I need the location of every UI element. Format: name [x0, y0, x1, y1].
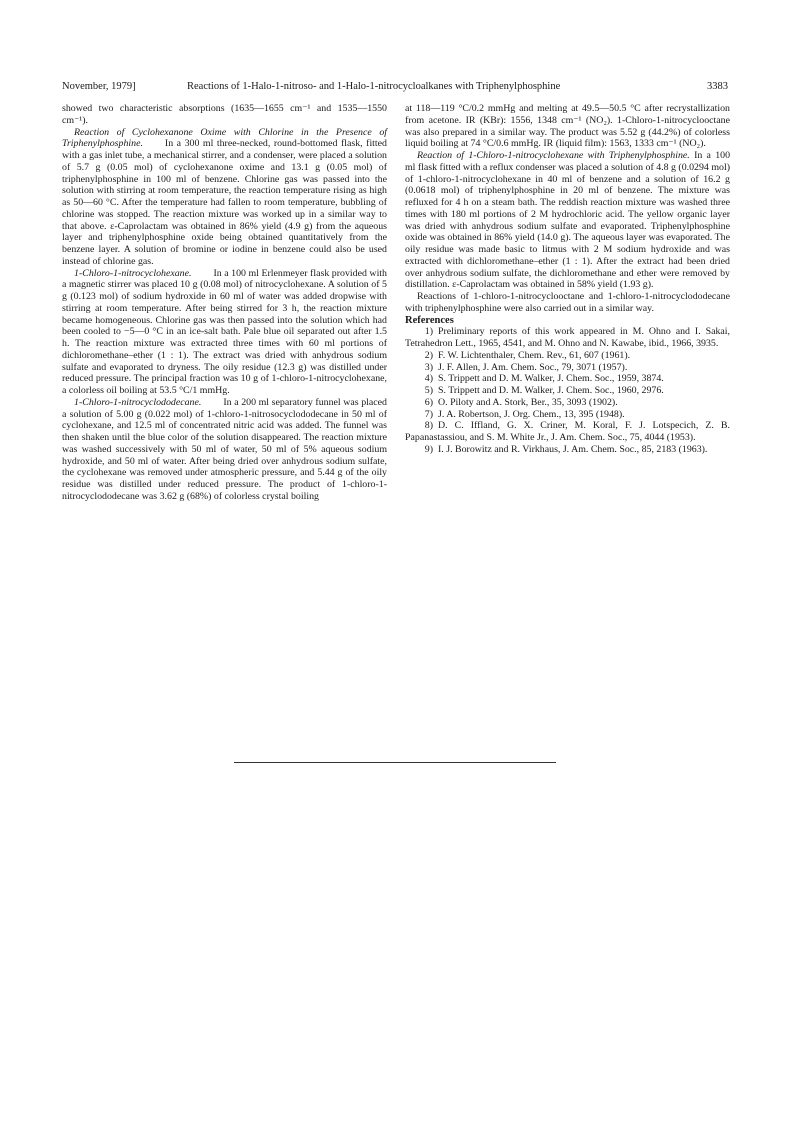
paragraph [62, 127, 387, 268]
header-date: November, 1979] [62, 81, 136, 92]
paragraph: Reactions of 1-chloro-1-nitrocyclooctane and 1-chloro-1-nitrocyclododecane with triphenylphosphine were also carried out in a similar way. [405, 291, 730, 314]
reference-item: 5) S. Trippett and D. M. Walker, J. Chem. Soc., 1960, 2976. [424, 385, 664, 396]
reference-item: 4) S. Trippett and D. M. Walker, J. Chem. Soc., 1959, 3874. [424, 373, 664, 385]
paragraph-text: In a 100 ml Erlenmeyer flask provided with a magnetic stirrer was placed 10 g (0.08 mol) of nitrocyclohexane. A solution of 5 g (0.123 mol) of sodium hydroxide in 60 ml of water was added dropwise with stirring at room temperature. After being stirred for 3 h, the reaction mixture became homogeneous. Chlorine gas was then passed into the solution which had been cooled to −5—0 °C in an ice-salt bath. Pale blue oil separated out after 1.5 h. The reaction mixture was extracted three times with 60 ml portions of dichloromethane–ether (1 : 1). The extract was dried with anhydrous sodium sulfate and evaporated to dryness. The oily residue (12.3 g) was distilled under reduced pressure. The principal fraction was 10 g of 1-chloro-1-nitrocyclohexane, a colorless oil boiling at 53.5 °C/1 mmHg. [62, 267, 387, 396]
end-rule [234, 762, 556, 763]
section-heading: 1-Chloro-1-nitrocyclohexane. [74, 267, 192, 279]
reference-item: 8) D. C. Iffland, G. X. Criner, M. Koral, F. J. Lotspecich, Z. B. Papanastassiou, and S. M. White Jr., J. Am. Chem. Soc., 75, 4044 (1953). [405, 420, 730, 443]
paragraph-text: In a 300 ml three-necked, round-bottomed flask, fitted with a gas inlet tube, a mechanical stirrer, and a condenser, were placed a solution of 5.7 g (0.05 mol) of cyclohexanone oxime and 13.1 g (0.05 mol) of triphenylphosphine in 100 ml of benzene. Chlorine gas was passed into the solution with stirring at room temperature, the reaction temperature rising as high as 50—60 °C. After the temperature had fallen to room temperature, bubbling of chlorine was stopped. The reaction mixture was worked up in a similar way to that above. ε-Caprolactam was obtained in 86% yield (4.9 g) from the aqueous layer and triphenylphosphine oxide being obtained quantitatively from the benzene layer. A solution of bromine or iodine in benzene could also be used instead of chlorine gas. [62, 138, 387, 267]
running-header [62, 80, 730, 94]
paragraph-text: In a 100 ml flask fitted with a reflux condenser was placed a solution of 4.8 g (0.0294 mol) of 1-chloro-1-nitrocyclohexane in 40 ml of benzene and a solution of 16.2 g (0.0618 mol) of triphenylphosphine in 20 ml of benzene. The mixture was refluxed for 4 h on a steam bath. The reddish reaction mixture was washed three times with 180 ml portions of 2 M hydrochloric acid. The yellow organic layer was dried with anhydrous sodium sulfate and evaporated. Triphenylphosphine oxide was obtained in 86% yield (14.0 g). The aqueous layer was evaporated. The oily residue was made basic to litmus with 2 M sodium hydroxide and was extracted with dichloromethane–ether (1 : 1). After the extract had been dried over anhydrous sodium sulfate, the dichloromethane and ether were removed by distillation. ε-Caprolactam was obtained in 58% yield (1.93 g). [405, 150, 731, 291]
reference-item: 9) I. J. Borowitz and R. Virkhaus, J. Am. Chem. Soc., 85, 2183 (1963). [424, 443, 708, 455]
paragraph: showed two characteristic absorptions (1635—1655 cm⁻¹ and 1535—1550 cm⁻¹). [62, 103, 387, 126]
reference-item: 2) F. W. Lichtenthaler, Chem. Rev., 61, 607 (1961). [424, 349, 631, 361]
section-heading: 1-Chloro-1-nitrocyclododecane. [74, 396, 202, 408]
reference-item: 6) O. Piloty and A. Stork, Ber., 35, 3093 (1902). [424, 396, 618, 408]
paragraph [62, 397, 387, 503]
paragraph: at 118—119 °C/0.2 mmHg and melting at 49.5—50.5 °C after recrystallization from acetone. IR (KBr): 1556, 1348 cm⁻¹ (NO₂). 1-Chloro-1-nitrocyclooctane was also prepared in a similar way. The product was 5.52 g (44.2%) of colorless liquid boiling at 74 °C/0.6 mmHg. IR (liquid film): 1563, 1333 cm⁻¹ (NO₂). [405, 103, 730, 150]
reference-item: 7) J. A. Robertson, J. Org. Chem., 13, 395 (1948). [424, 408, 625, 420]
section-heading: Reaction of Cyclohexanone Oxime with Chlorine in the Presence of Triphenylphosphine. [62, 126, 387, 150]
left-column [62, 103, 387, 503]
reference-item: 3) J. F. Allen, J. Am. Chem. Soc., 79, 3071 (1957). [424, 361, 628, 373]
section-heading: Reaction of 1-Chloro-1-nitrocyclohexane with Triphenylphosphine. [417, 150, 690, 161]
page-number: 3383 [707, 81, 728, 92]
paragraph [405, 150, 730, 291]
reference-list [405, 326, 730, 455]
header-title: Reactions of 1-Halo-1-nitroso- and 1-Halo-1-nitrocycloalkanes with Triphenylphosphine [187, 81, 561, 92]
paragraph-text: In a 200 ml separatory funnel was placed a solution of 5.00 g (0.022 mol) of 1-chloro-1-nitrosocyclododecane in 50 ml of cyclohexane, and 12.5 ml of concentrated nitric acid was added. The funnel was then shaken until the blue color of the solution disappeared. The reaction mixture was washed successively with 50 ml of water, 50 ml of 5% aqueous sodium hydroxide, and 50 ml of water. After being dried over anhydrous sodium sulfate, the cyclohexane was removed under atmospheric pressure, and 5.44 g of the oily residue was distilled under reduced pressure. The product of 1-chloro-1-nitrocyclododecane was 3.62 g (68%) of colorless crystal boiling [62, 396, 387, 502]
paragraph [62, 268, 387, 397]
reference-item: 1) Preliminary reports of this work appeared in M. Ohno and I. Sakai, Tetrahedron Lett., 1965, 4541, and M. Ohno and N. Kawabe, ibid., 1966, 3935. [405, 326, 730, 349]
references-heading: References [405, 314, 454, 326]
right-column [405, 103, 730, 456]
